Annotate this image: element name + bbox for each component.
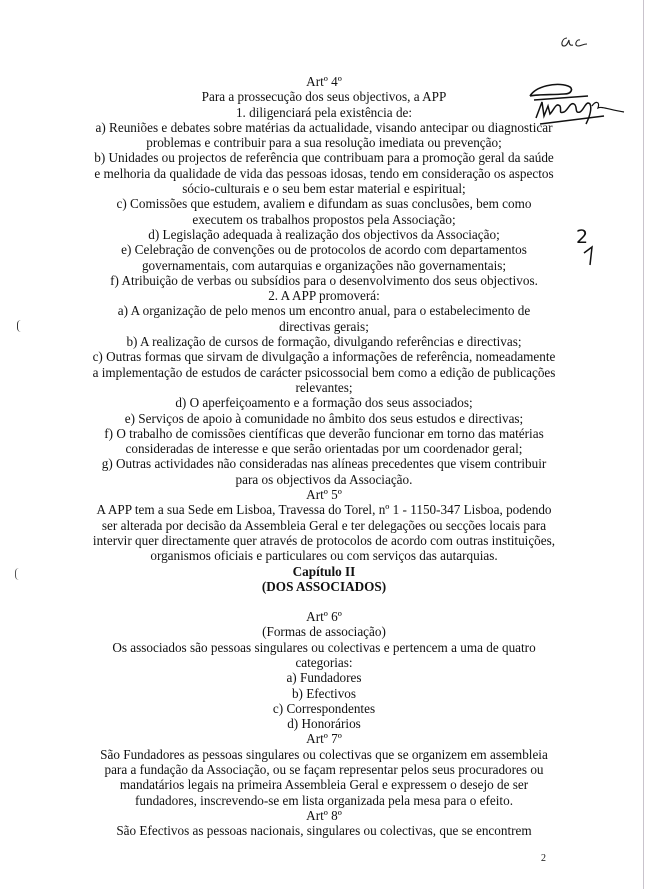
article-7-line: fundadores, inscrevendo-se em lista organizada pela mesa para o efeito. [134, 792, 513, 808]
page-edge [643, 0, 644, 889]
page-number: 2 [541, 853, 546, 864]
article-5-line: ser alterada por decisão da Assembleia Geral e ter delegações ou secções locais para [101, 517, 547, 533]
article-4-item-line: d) O aperfeiçoamento e a formação dos seus associados; [175, 395, 473, 411]
article-7-line: mandatários legais na primeira Assembleia Geral e expressem o desejo de ser [119, 777, 529, 793]
article-4-item-line: f) Atribuição de verbas ou subsídios para o desenvolvimento dos seus objectivos. [110, 272, 538, 288]
article-4-item-line: d) Legislação adequada à realização dos objectivos da Associação; [148, 226, 500, 242]
category-item: b) Efectivos [291, 685, 357, 701]
article-4-item-line: e melhoria da qualidade de vida das pessoas idosas, tendo em consideração os aspectos [94, 165, 554, 181]
article-4-point-2: 2. A APP promoverá: [268, 288, 380, 304]
article-4-item-line: b) A realização de cursos de formação, divulgando referências e directivas; [126, 334, 522, 350]
handwritten-page-mark-2: 2 [576, 226, 589, 248]
article-4-item-line: g) Outras actividades não consideradas nas alíneas precedentes que visem contribuir [101, 456, 547, 472]
article-7-line: São Fundadores as pessoas singulares ou colectivas que se organizem em assembleia [100, 746, 548, 762]
article-8-line: São Efectivos as pessoas nacionais, singulares ou colectivas, que se encontrem [116, 823, 532, 839]
article-4-item-line: executem os trabalhos propostos pela Associação; [192, 211, 456, 227]
article-4-item-line: c) Comissões que estudem, avaliem e difundam as suas conclusões, bem como [116, 196, 532, 212]
article-6-line: Os associados são pessoas singulares ou colectivas e pertencem a uma de quatro [112, 639, 536, 655]
article-6-heading: Artº 6º [306, 609, 342, 625]
article-5-line: intervir quer directamente quer através de protocolos de acordo com outras instituições, [92, 532, 556, 548]
article-8-heading: Artº 8º [306, 807, 342, 823]
article-4-item-line: e) Celebração de convenções ou de protocolos de acordo com departamentos [121, 242, 527, 258]
category-item: a) Fundadores [286, 670, 362, 686]
initials-icon [558, 34, 592, 50]
margin-scan-mark [17, 320, 21, 332]
article-4-item-line: problemas e contribuir para a sua resolução imediata ou prevenção; [146, 135, 502, 151]
article-7-heading: Artº 7º [306, 731, 342, 747]
handwritten-initials [558, 34, 592, 50]
handwritten-page-mark-1 [582, 245, 596, 267]
article-4-item-line: sócio-culturais e o seu bem estar material e espiritual; [182, 181, 466, 197]
article-4-item-line: relevantes; [295, 379, 353, 395]
article-4-item-line: governamentais, com autarquias e organizações não governamentais; [141, 257, 507, 273]
article-4-item-line: a) Reuniões e debates sobre matérias da actualidade, visando antecipar ou diagnosticar [95, 119, 553, 135]
article-6-line: categorias: [295, 654, 353, 670]
document-body [70, 74, 578, 839]
article-4-item-line: para os objectivos da Associação. [235, 471, 413, 487]
chapter-title: Capítulo II [292, 563, 356, 579]
category-item: d) Honorários [287, 716, 361, 732]
article-4-point-1: 1. diligenciará pela existência de: [235, 104, 413, 120]
article-5-line: organismos oficiais e particulares ou com serviços das autarquias. [150, 548, 498, 564]
article-4-item-line: c) Outras formas que sirvam de divulgação a informações de referência, nomeadamente [92, 349, 556, 365]
article-4-item-line: consideradas de interesse e que serão orientadas por um coordenador geral; [125, 441, 523, 457]
article-4-item-line: e) Serviços de apoio à comunidade no âmbito dos seus estudos e directivas; [124, 410, 524, 426]
article-4-heading: Artº 4º [306, 74, 342, 89]
article-4-intro: Para a prossecução dos seus objectivos, a APP [201, 89, 447, 105]
article-4-item-line: f) O trabalho de comissões científicas que deverão funcionar em torno das matérias [104, 425, 544, 441]
chapter-subtitle: (DOS ASSOCIADOS) [261, 578, 387, 594]
article-7-line: para a fundação da Associação, ou se façam representar pelos seus procuradores ou [104, 762, 544, 778]
article-5-line: A APP tem a sua Sede em Lisboa, Travessa do Torel, nº 1 - 1150-347 Lisboa, podendo [96, 502, 552, 518]
article-6-subheading: (Formas de associação) [262, 624, 386, 640]
margin-scan-mark [15, 568, 19, 580]
article-5-heading: Artº 5º [306, 487, 342, 503]
article-4-item-line: directivas gerais; [279, 318, 369, 334]
article-4-item-line: b) Unidades ou projectos de referência que contribuam para a promoção geral da saúde [94, 150, 554, 166]
handwritten-one-icon [582, 245, 596, 267]
article-4-item-line: a) A organização de pelo menos um encontro anual, para o estabelecimento de [117, 303, 531, 319]
spacer [70, 594, 578, 609]
article-4-item-line: a implementação de estudos de carácter psicossocial bem como a edição de publicações [92, 364, 556, 380]
category-item: c) Correspondentes [272, 700, 376, 716]
